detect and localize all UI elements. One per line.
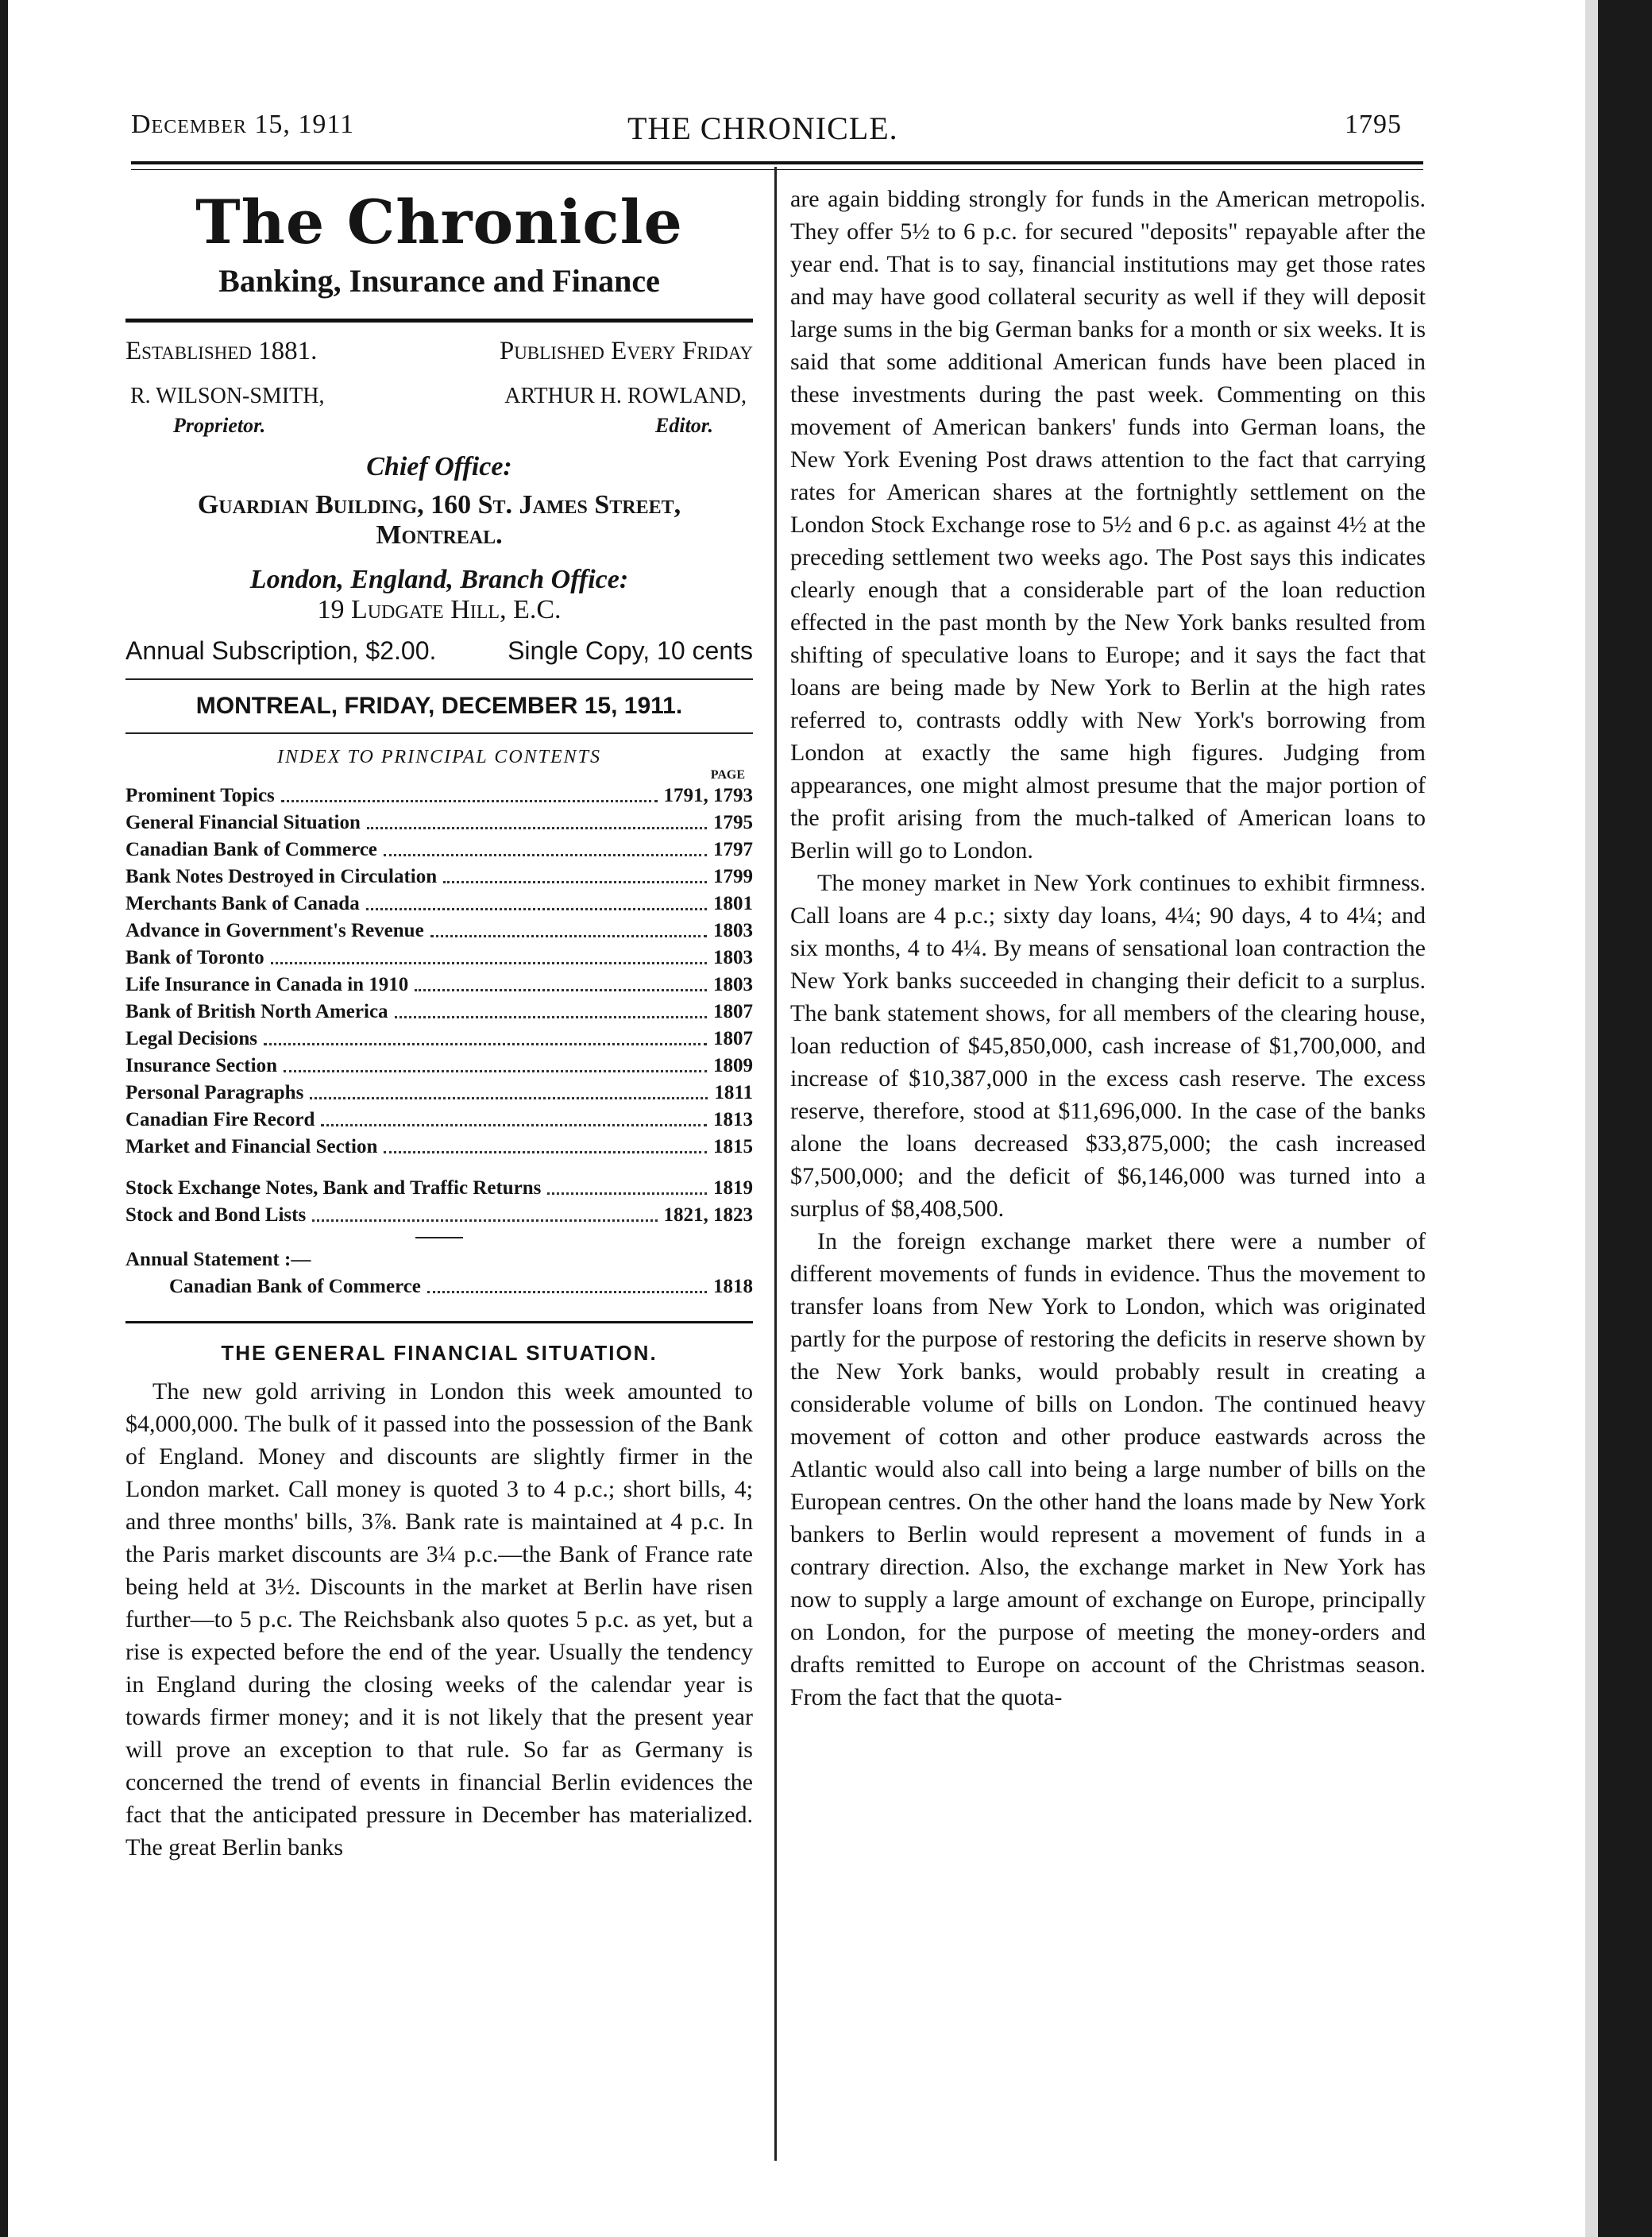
index-item-page: 1818: [713, 1276, 753, 1297]
index-item: [125, 1175, 753, 1202]
index-item: [125, 1107, 753, 1134]
index-heading: INDEX TO PRINCIPAL CONTENTS: [276, 747, 602, 767]
index-item-page: 1811: [714, 1082, 753, 1103]
index-leader-dots: [312, 1202, 657, 1222]
dateline: MONTREAL, FRIDAY, DECEMBER 15, 1911.: [195, 693, 683, 719]
index-item-title: Merchants Bank of Canada: [125, 893, 360, 914]
index-leader-dots: [310, 1080, 708, 1099]
index-item-title: Bank of Toronto: [125, 947, 264, 968]
article-right-paragraph-3: In the foreign exchange market there were a number of different movements of funds in evidence. Thus the movement to transfer loans from New York to London, which was originated partly for the purpose of restoring the deficits in reserve shown by the New York banks, would probably result in creating a considerable volume of bills on London. The continued heavy movement of cotton and other produce eastwards across the Atlantic would also call into being a large number of bills on the European centres. On the other hand the loans made by New York bankers to Berlin would represent a movement of funds in a contrary direction. Also, the exchange market in New York has now to supply a large amount of exchange on Europe, principally on London, for the purpose of meeting the money-orders and drafts remitted to Europe on account of the Christmas season. From the fact that the quota-: [790, 1228, 1426, 1710]
index-leader-dots: [384, 1134, 707, 1153]
index-item-title: Stock and Bond Lists: [125, 1204, 307, 1226]
dateline-rule-bottom: [125, 732, 753, 734]
article-left-paragraph: The new gold arriving in London this week amounted to $4,000,000. The bulk of it passed into the possession of the Bank of England. Money and discounts are slightly firmer in the London market. Call money is quoted 3 to 4 p.c.; short bills, 4; and three months' bills, 3⅞. Bank rate is maintained at 4 p.c. In the Paris market discounts are 3¼ p.c.—the Bank of France rate being held at 3½. Discounts in the market at Berlin have risen further—to 5 p.c. The Reichsbank also quotes 5 p.c. as yet, but a rise is expected before the end of the year. Usually the tendency in England during the closing weeks of the calendar year is towards firmer money; and it is not likely that the present year will prove an exception to that rule. So far as Germany is concerned the trend of events in financial Berlin evidences the fact that the anticipated pressure in December has materialized. The great Berlin banks: [125, 1378, 753, 1860]
index-leader-dots: [384, 836, 707, 856]
index-item: [125, 972, 753, 999]
index-leader-dots: [271, 945, 707, 964]
index-item: [125, 918, 753, 945]
index-item-page: 1821, 1823: [663, 1204, 753, 1226]
index-item-page: 1803: [713, 947, 753, 968]
index-item-title: Life Insurance in Canada in 1910: [125, 974, 409, 995]
index-item: [125, 1273, 753, 1300]
index-item-page: 1799: [713, 866, 753, 887]
index-item: [125, 945, 753, 972]
index-item: [125, 864, 753, 891]
index-item-page: 1791, 1793: [663, 785, 753, 806]
index-leader-dots: [281, 782, 658, 802]
index-leader-dots: [443, 864, 707, 883]
staff-row: [125, 384, 753, 409]
index-item-title: Insurance Section: [125, 1055, 277, 1076]
index-item: [125, 1080, 753, 1107]
index-leader-dots: [264, 1026, 707, 1045]
index-item: [125, 782, 753, 809]
column-rule: [774, 167, 777, 2161]
index-item: [125, 891, 753, 918]
single-copy-text: Single Copy, 10 cents: [508, 636, 753, 665]
masthead-title: The Chronicle: [195, 187, 683, 257]
chief-office-city: Montreal.: [376, 520, 503, 550]
index-item: [125, 836, 753, 864]
index-leader-dots: [427, 1273, 707, 1293]
index-leader-dots: [547, 1175, 707, 1195]
index-leader-dots: [321, 1107, 707, 1126]
index-item-page: 1807: [713, 1001, 753, 1022]
index-item-page: 1809: [713, 1055, 753, 1076]
index-item-page: 1803: [713, 920, 753, 941]
article-heading: THE GENERAL FINANCIAL SITUATION.: [221, 1341, 658, 1365]
index-item: [125, 1026, 753, 1053]
index-item-title: Stock Exchange Notes, Bank and Traffic Returns: [125, 1177, 542, 1199]
published-text: Published Every Friday: [499, 337, 753, 365]
right-column: [790, 183, 1426, 1713]
index-item-title: Market and Financial Section: [125, 1136, 378, 1157]
subscription-row: [125, 636, 753, 666]
index-item-title: Bank of British North America: [125, 1001, 388, 1022]
index-item-page: 1801: [713, 893, 753, 914]
index-item-title: Canadian Bank of Commerce: [125, 839, 377, 860]
masthead-info-row: [125, 337, 753, 366]
left-column: [125, 171, 753, 1864]
chief-office-address: Guardian Building, 160 St. James Street,: [197, 490, 681, 520]
header-page-number: 1795: [1345, 110, 1402, 139]
index-list-secondary: [125, 1175, 753, 1229]
page-edge-left: [0, 0, 8, 2237]
index-item: [125, 1053, 753, 1080]
index-short-rule: [415, 1237, 463, 1238]
header-date: December 15, 1911: [131, 110, 355, 139]
index-leader-dots: [284, 1053, 707, 1072]
masthead-rule: [125, 319, 753, 323]
index-list: [125, 782, 753, 1161]
index-item-page: 1797: [713, 839, 753, 860]
index-item-page: 1803: [713, 974, 753, 995]
editor-name: ARTHUR H. ROWLAND,: [504, 384, 747, 408]
subscription-text: Annual Subscription, $2.00.: [125, 636, 437, 665]
staff-roles: [125, 414, 753, 438]
index-item-page: 1815: [713, 1136, 753, 1157]
index-page-label: PAGE: [710, 768, 745, 782]
page-edge-right: [1598, 0, 1652, 2237]
index-item: [125, 999, 753, 1026]
article-right-paragraph-1: are again bidding strongly for funds in the American metropolis. They offer 5½ to 6 p.c. for secured "deposits" repayable after the year end. That is to say, financial institutions may get those rates and may have good collateral security as well if they will deposit large sums in the big German banks for a month or six weeks. It is said that some additional American funds have been placed in these investments during the past week. Commenting on this movement of American bankers' funds into German loans, the New York Evening Post draws attention to the fact that carrying rates for American shares at the fortnightly settlement on the London Stock Exchange rose to 5½ and 6 p.c. as against 4½ at the preceding settlement two weeks ago. The Post says this indicates clearly enough that a considerable part of the loan reduction effected in the past month by the New York banks resulted from shifting of speculative loans to Europe; and it says the fact that loans are being made by New York to Berlin at the high rates referred to, contrasts oddly with New York's borrowing from London at exactly the same high figures. Judging from appearances, one might almost presume that the major portion of the profit arising from the much-talked of American loans to Berlin will go to London.: [790, 186, 1426, 864]
index-item-title: Legal Decisions: [125, 1028, 257, 1049]
index-item-title: Personal Paragraphs: [125, 1082, 304, 1103]
branch-office-address: 19 Ludgate Hill, E.C.: [317, 595, 562, 624]
proprietor-name: R. WILSON-SMITH,: [130, 384, 325, 408]
index-leader-dots: [366, 891, 707, 910]
branch-office-label: London, England, Branch Office:: [249, 565, 629, 594]
annual-statement-label: Annual Statement :—: [125, 1249, 311, 1270]
index-item: [125, 809, 753, 836]
index-item-page: 1819: [713, 1177, 753, 1199]
masthead-subtitle: Banking, Insurance and Finance: [218, 263, 660, 299]
index-leader-dots: [367, 809, 707, 829]
index-item-page: 1795: [713, 812, 753, 833]
article-rule: [125, 1321, 753, 1323]
index-leader-dots: [415, 972, 707, 991]
header-title: THE CHRONICLE.: [627, 110, 898, 146]
proprietor-role: Proprietor.: [173, 414, 266, 437]
article-right-paragraph-2: The money market in New York continues to exhibit firmness. Call loans are 4 p.c.; sixty day loans, 4¼; 90 days, 4 to 4¼; and six months, 4 to 4¼. By means of sensational loan contraction the New York banks succeeded in changing their deficit to a surplus. The bank statement shows, for all members of the clearing house, loan reduction of $45,850,000, cash increase of $1,700,000, and increase of $10,387,000 in the excess cash reserve. The excess reserve, therefore, stood at $11,696,000. In the case of the banks alone the loans decreased $33,875,000; the cash increased $7,500,000; and the deficit of $6,146,000 was turned into a surplus of $8,408,500.: [790, 870, 1426, 1222]
index-item-title: Canadian Fire Record: [125, 1109, 315, 1130]
index-item-page: 1807: [713, 1028, 753, 1049]
dateline-rule-top: [125, 678, 753, 680]
index-item-title: Advance in Government's Revenue: [125, 920, 424, 941]
index-item: [125, 1202, 753, 1229]
page-edge-right-shadow: [1585, 0, 1598, 2237]
editor-role: Editor.: [655, 414, 713, 437]
established-text: Established 1881.: [125, 337, 318, 365]
index-item-title: Canadian Bank of Commerce: [169, 1276, 421, 1297]
header-rule: [131, 161, 1423, 170]
index-leader-dots: [430, 918, 707, 937]
index-item: [125, 1134, 753, 1161]
chief-office-label: Chief Office:: [366, 452, 512, 481]
index-item-title: General Financial Situation: [125, 812, 361, 833]
index-item-title: Prominent Topics: [125, 785, 275, 806]
index-leader-dots: [395, 999, 707, 1018]
index-item-title: Bank Notes Destroyed in Circulation: [125, 866, 438, 887]
index-item-page: 1813: [713, 1109, 753, 1130]
